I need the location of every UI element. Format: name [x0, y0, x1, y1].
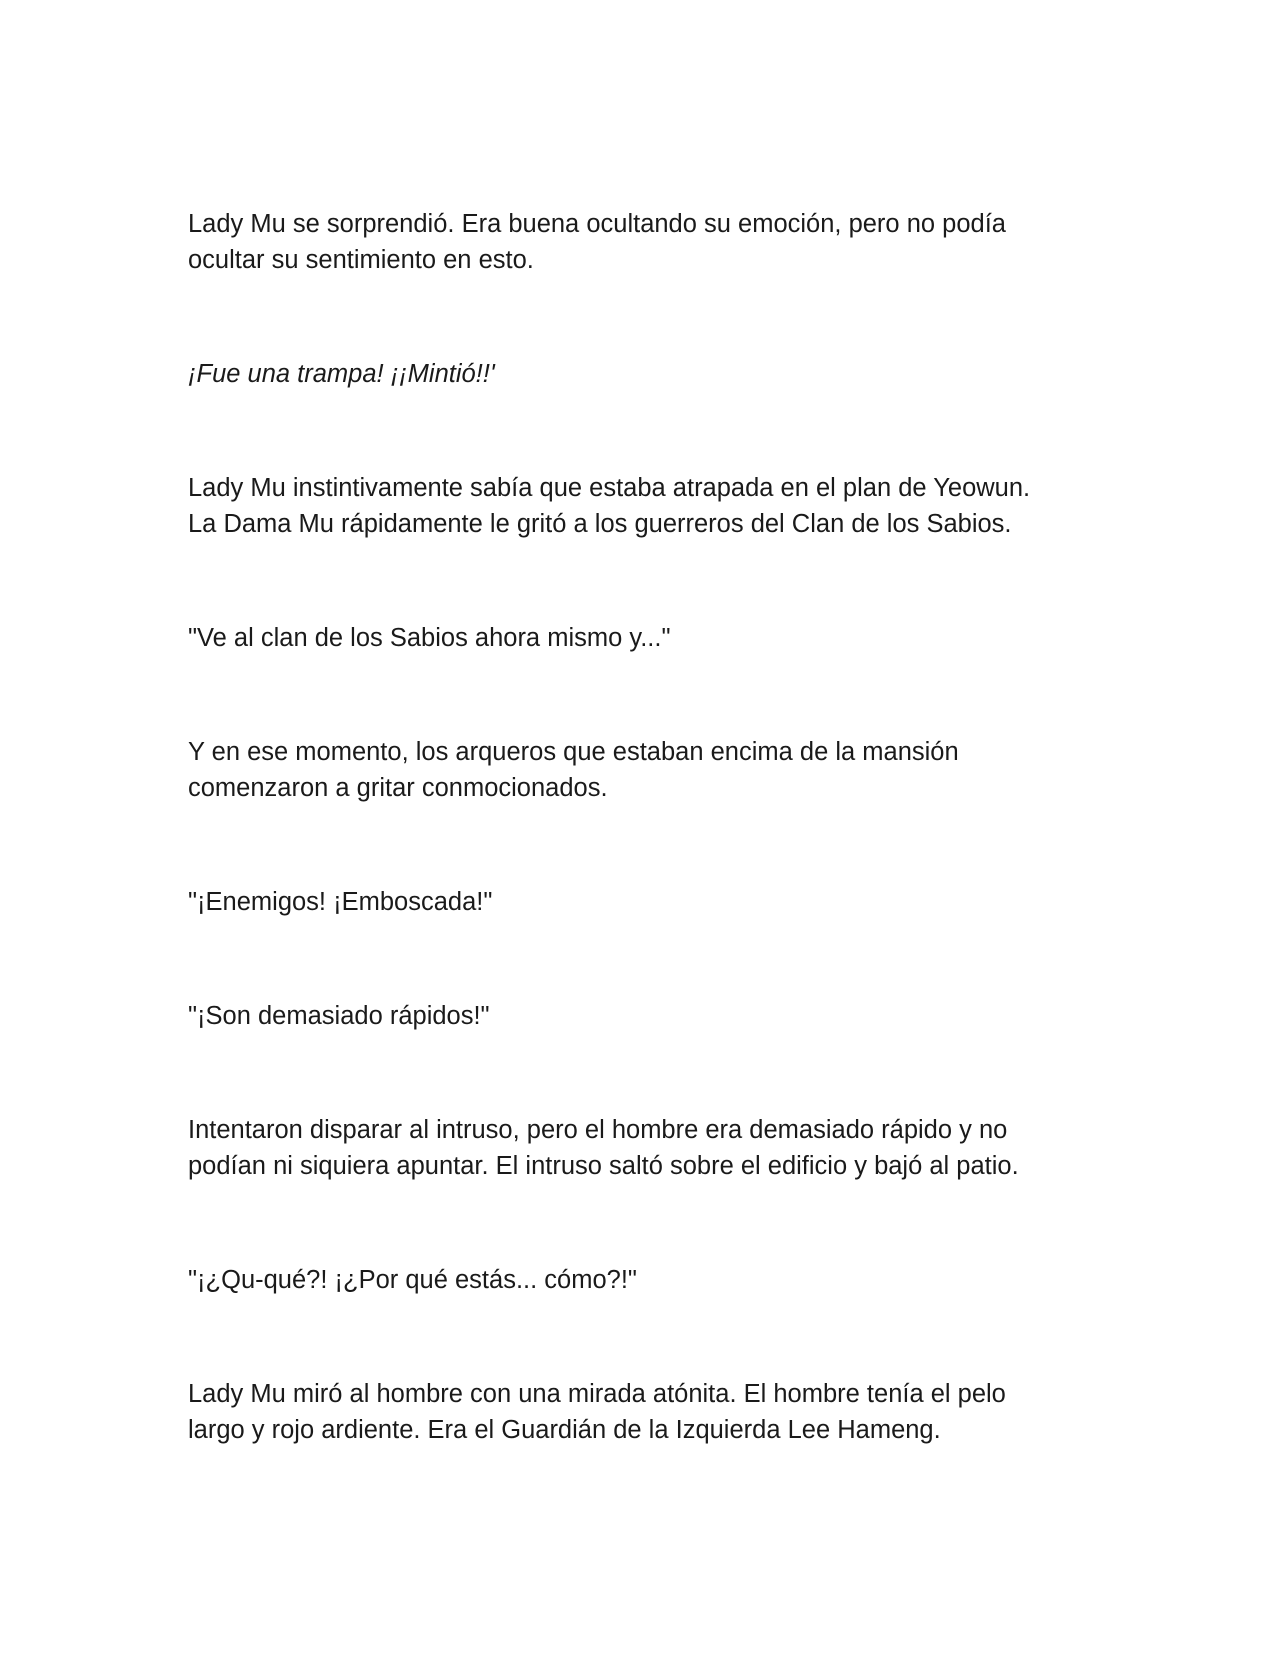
paragraph-line: Lady Mu instintivamente sabía que estaba atrapada en el plan de Yeowun.	[188, 474, 1031, 502]
paragraph-line: "¡¿Qu-qué?! ¡¿Por qué estás... cómo?!"	[188, 1266, 637, 1294]
paragraph-line: Y en ese momento, los arqueros que estaban encima de la mansión	[188, 738, 959, 766]
paragraph-6-dialogue	[188, 884, 1108, 920]
paragraph-7-dialogue	[188, 998, 1108, 1034]
paragraph-2-thought	[188, 356, 1108, 392]
paragraph-line: Lady Mu miró al hombre con una mirada atónita. El hombre tenía el pelo	[188, 1380, 1006, 1408]
paragraph-line: Intentaron disparar al intruso, pero el hombre era demasiado rápido y no	[188, 1116, 1008, 1144]
paragraph-line: ¡Fue una trampa! ¡¡Mintió!!'	[188, 360, 495, 388]
paragraph-3	[188, 470, 1108, 542]
paragraph-line: comenzaron a gritar conmocionados.	[188, 774, 608, 802]
paragraph-10	[188, 1376, 1108, 1448]
paragraph-9-dialogue	[188, 1262, 1108, 1298]
paragraph-4-dialogue	[188, 620, 1108, 656]
paragraph-1	[188, 206, 1108, 278]
paragraph-5	[188, 734, 1108, 806]
paragraph-line: La Dama Mu rápidamente le gritó a los guerreros del Clan de los Sabios.	[188, 510, 1012, 538]
paragraph-line: podían ni siquiera apuntar. El intruso saltó sobre el edificio y bajó al patio.	[188, 1152, 1019, 1180]
paragraph-line: "¡Enemigos! ¡Emboscada!"	[188, 888, 493, 916]
paragraph-line: ocultar su sentimiento en esto.	[188, 246, 534, 274]
paragraph-line: Lady Mu se sorprendió. Era buena ocultando su emoción, pero no podía	[188, 210, 1006, 238]
paragraph-8	[188, 1112, 1108, 1184]
paragraph-line: "¡Son demasiado rápidos!"	[188, 1002, 490, 1030]
paragraph-line: "Ve al clan de los Sabios ahora mismo y..."	[188, 624, 671, 652]
paragraph-line: largo y rojo ardiente. Era el Guardián de la Izquierda Lee Hameng.	[188, 1416, 941, 1444]
